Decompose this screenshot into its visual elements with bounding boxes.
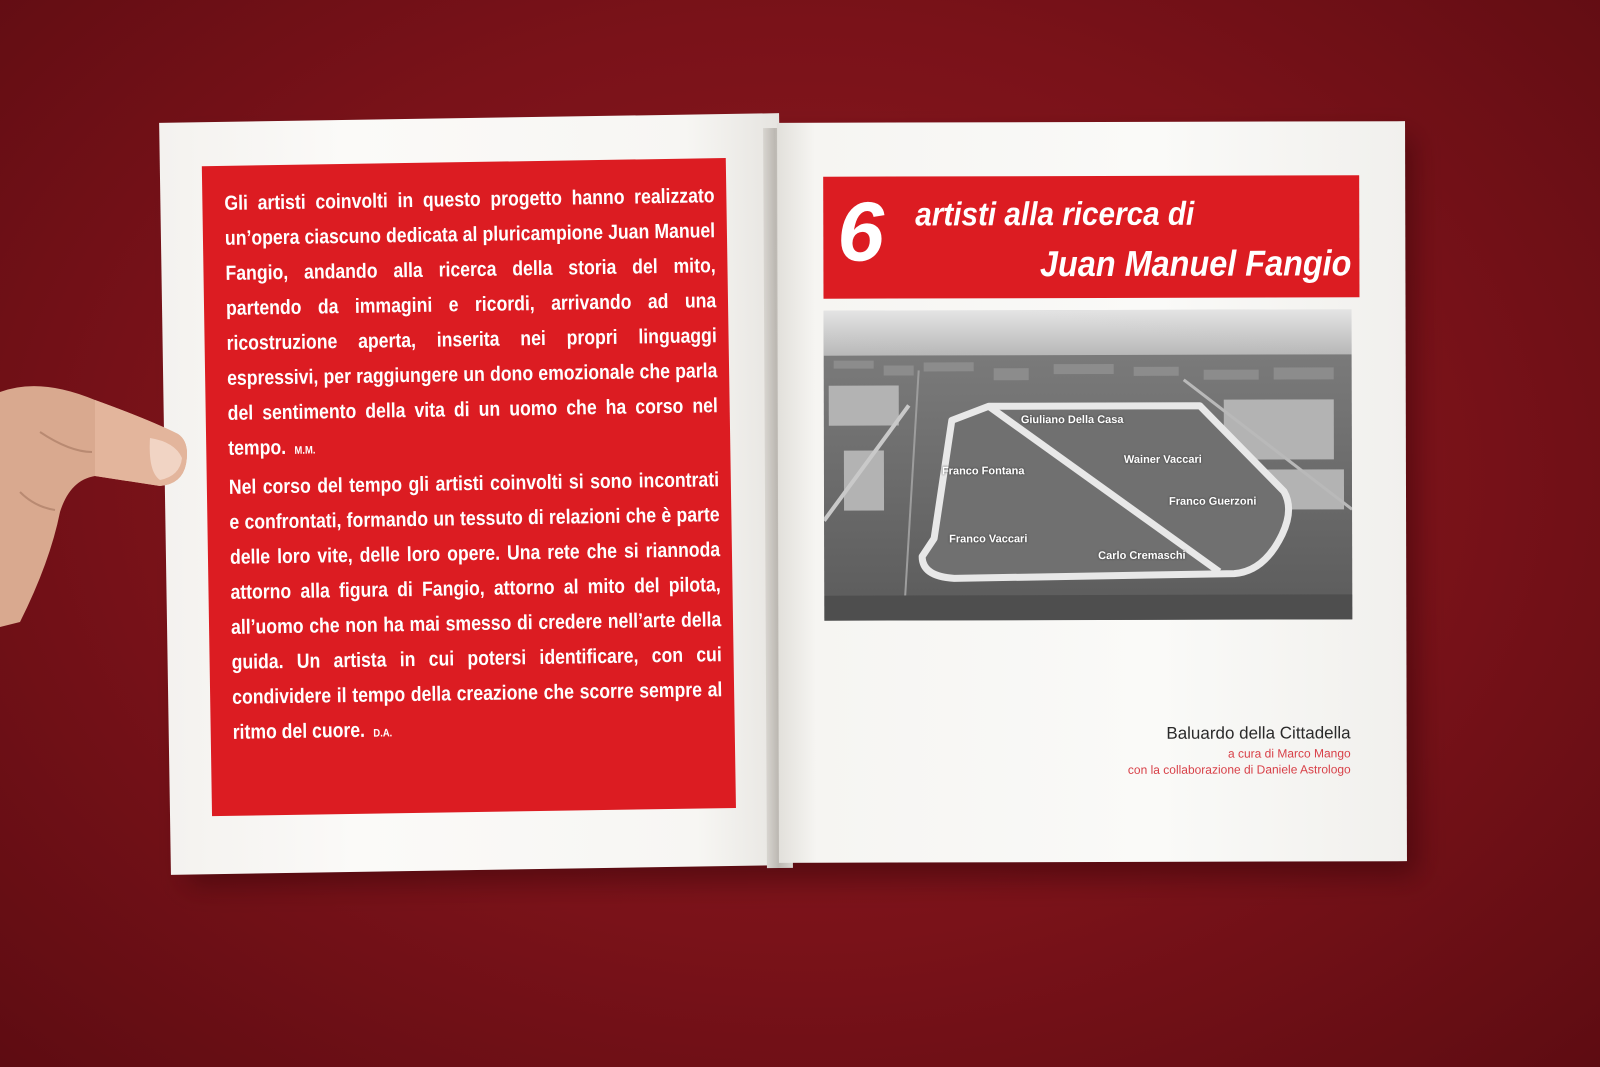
venue-name: Baluardo della Cittadella bbox=[1166, 723, 1351, 743]
paragraph-1 bbox=[224, 178, 719, 470]
hand-holding-page bbox=[0, 372, 195, 632]
right-page bbox=[777, 121, 1407, 863]
collaboration: con la collaborazione di Daniele Astrologo bbox=[1127, 762, 1351, 777]
title-number: 6 bbox=[837, 184, 883, 279]
signature-mm: M.M. bbox=[294, 444, 316, 457]
credits bbox=[1128, 721, 1351, 778]
label-franco-guerzoni: Franco Guerzoni bbox=[1169, 495, 1257, 508]
label-giuliano-della-casa: Giuliano Della Casa bbox=[1020, 413, 1124, 427]
label-franco-vaccari: Franco Vaccari bbox=[949, 533, 1028, 546]
paragraph-2-text: Nel corso del tempo gli artisti coinvolti si sono incontrati e confrontati, formando un tessuto di relazioni che è parte delle loro vite, delle loro opere. Una rete che si riannoda attorno alla figura di Fangio, attorno al mito del pilota, all’uomo che non ha mai smesso di credere nell’arte della guida. Un artista in cui potersi identificare, con cui condividere il tempo della creazione che scorre sempre al ritmo del cuore. bbox=[228, 468, 723, 744]
body-text bbox=[224, 178, 723, 754]
label-carlo-cremaschi: Carlo Cremaschi bbox=[1098, 549, 1186, 562]
aerial-photo-drawing bbox=[824, 309, 1353, 620]
title-line-1: artisti alla ricerca di bbox=[915, 194, 1195, 233]
aerial-track-photo bbox=[824, 309, 1353, 620]
left-page bbox=[159, 113, 791, 875]
title-band bbox=[823, 175, 1359, 298]
label-franco-fontana: Franco Fontana bbox=[941, 465, 1025, 478]
label-wainer-vaccari: Wainer Vaccari bbox=[1123, 453, 1202, 466]
paragraph-1-text: Gli artisti coinvolti in questo progetto hanno realizzato un’opera ciascuno dedicata al pluricampione Juan Manuel Fangio, andando alla ricerca della storia del mito, partendo da immagini e ricordi, arrivando ad una ricostruzione aperta, inserita nei propri linguaggi espressivi, per raggiungere un dono emozionale che parla del sentimento della vita di un uomo che ha corso nel tempo. bbox=[224, 184, 719, 460]
signature-da: D.A. bbox=[373, 727, 393, 740]
paragraph-2 bbox=[229, 462, 724, 754]
text-panel bbox=[202, 158, 736, 816]
curated-by: a cura di Marco Mango bbox=[1227, 746, 1351, 761]
title-line-2: Juan Manuel Fangio bbox=[1039, 242, 1352, 285]
